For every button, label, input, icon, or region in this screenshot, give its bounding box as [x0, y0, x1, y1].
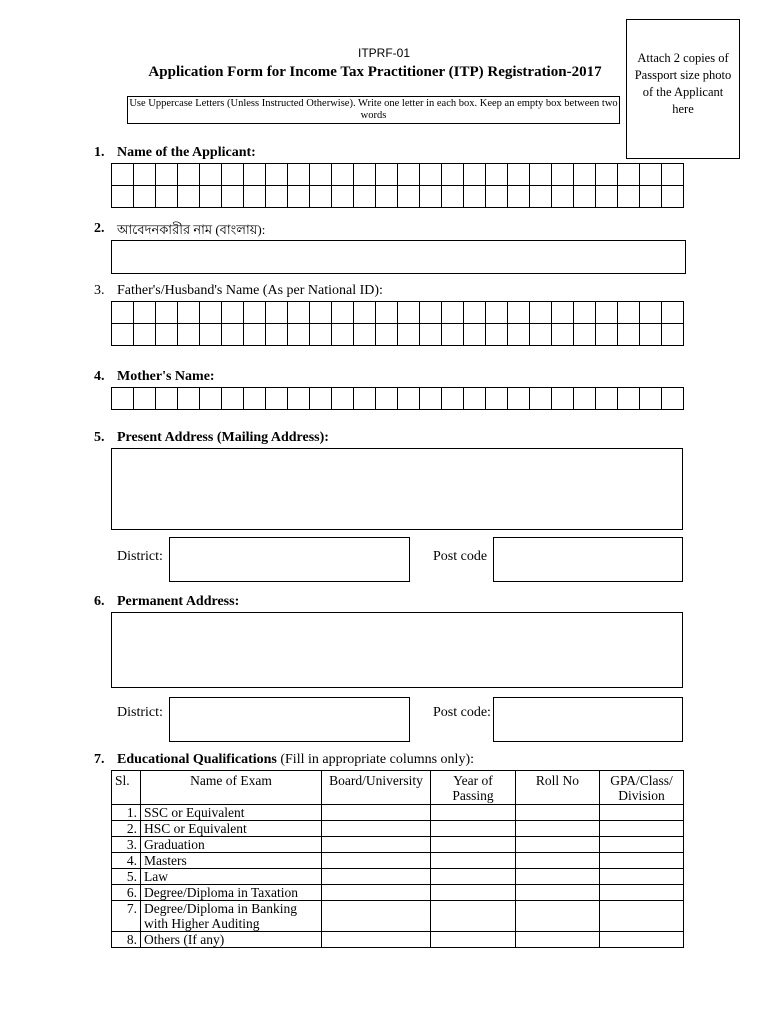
- letter-box[interactable]: [486, 388, 508, 410]
- letter-box[interactable]: [640, 186, 662, 208]
- gpa-cell[interactable]: [600, 901, 684, 932]
- letter-box[interactable]: [420, 324, 442, 346]
- letter-box[interactable]: [222, 388, 244, 410]
- year-cell[interactable]: [431, 805, 516, 821]
- letter-box[interactable]: [530, 324, 552, 346]
- letter-box[interactable]: [134, 164, 156, 186]
- field-5-number: 5.: [94, 430, 105, 445]
- letter-box[interactable]: [618, 186, 640, 208]
- letter-box[interactable]: [354, 302, 376, 324]
- letter-box[interactable]: [310, 388, 332, 410]
- roll-cell[interactable]: [516, 837, 600, 853]
- education-table: [111, 770, 684, 948]
- permanent-district-label: District:: [117, 705, 163, 720]
- gpa-cell[interactable]: [600, 932, 684, 948]
- letter-box[interactable]: [530, 186, 552, 208]
- letter-box[interactable]: [662, 324, 684, 346]
- letter-box[interactable]: [112, 302, 134, 324]
- letter-box[interactable]: [266, 302, 288, 324]
- letter-box[interactable]: [552, 186, 574, 208]
- present-postcode-field[interactable]: [493, 537, 683, 582]
- field-3-number: 3.: [94, 283, 105, 298]
- permanent-postcode-label: Post code:: [433, 705, 491, 720]
- letter-box[interactable]: [508, 324, 530, 346]
- letter-box[interactable]: [508, 164, 530, 186]
- field-3-label: Father's/Husband's Name (As per National ID):: [117, 283, 383, 298]
- field-2-label: আবেদনকারীর নাম (বাংলায়):: [117, 222, 266, 237]
- letter-box[interactable]: [508, 302, 530, 324]
- board-cell[interactable]: [322, 805, 431, 821]
- letter-box[interactable]: [178, 186, 200, 208]
- gpa-cell[interactable]: [600, 821, 684, 837]
- permanent-postcode-field[interactable]: [493, 697, 683, 742]
- letter-box[interactable]: [464, 186, 486, 208]
- letter-box[interactable]: [508, 186, 530, 208]
- education-row: [112, 932, 684, 948]
- roll-cell[interactable]: [516, 821, 600, 837]
- roll-cell[interactable]: [516, 869, 600, 885]
- gpa-cell[interactable]: [600, 885, 684, 901]
- row-sl: 7.: [112, 901, 141, 932]
- letter-box[interactable]: [530, 164, 552, 186]
- year-cell[interactable]: [431, 837, 516, 853]
- field-5-label: Present Address (Mailing Address):: [117, 430, 329, 445]
- col-roll-header: Roll No: [516, 771, 600, 805]
- letter-box[interactable]: [156, 186, 178, 208]
- year-cell[interactable]: [431, 901, 516, 932]
- letter-box[interactable]: [464, 388, 486, 410]
- row-exam-name: Degree/Diploma in Taxation: [141, 885, 322, 901]
- col-board-header: Board/University: [322, 771, 431, 805]
- field-1-number: 1.: [94, 145, 105, 160]
- col-year-header: Year of Passing: [431, 771, 516, 805]
- letter-box[interactable]: [244, 302, 266, 324]
- letter-box[interactable]: [178, 388, 200, 410]
- roll-cell[interactable]: [516, 853, 600, 869]
- letter-box[interactable]: [574, 324, 596, 346]
- row-exam-name: HSC or Equivalent: [141, 821, 322, 837]
- present-address-field[interactable]: [111, 448, 683, 530]
- year-cell[interactable]: [431, 821, 516, 837]
- board-cell[interactable]: [322, 932, 431, 948]
- letter-box[interactable]: [156, 388, 178, 410]
- letter-box[interactable]: [618, 388, 640, 410]
- letter-box[interactable]: [354, 186, 376, 208]
- letter-box[interactable]: [398, 164, 420, 186]
- roll-cell[interactable]: [516, 805, 600, 821]
- letter-box[interactable]: [200, 388, 222, 410]
- letter-box[interactable]: [442, 186, 464, 208]
- letter-box[interactable]: [134, 324, 156, 346]
- letter-box[interactable]: [244, 186, 266, 208]
- gpa-cell[interactable]: [600, 869, 684, 885]
- letter-box[interactable]: [640, 302, 662, 324]
- letter-box[interactable]: [508, 388, 530, 410]
- letter-box[interactable]: [288, 302, 310, 324]
- col-sl-header: Sl.: [112, 771, 141, 805]
- letter-box[interactable]: [398, 388, 420, 410]
- row-exam-name: Law: [141, 869, 322, 885]
- letter-box[interactable]: [398, 302, 420, 324]
- letter-box[interactable]: [662, 186, 684, 208]
- letter-box[interactable]: [112, 324, 134, 346]
- year-cell[interactable]: [431, 869, 516, 885]
- form-code: ITPRF-01: [357, 46, 410, 60]
- letter-box[interactable]: [354, 388, 376, 410]
- letter-box[interactable]: [310, 324, 332, 346]
- letter-box[interactable]: [332, 164, 354, 186]
- letter-box[interactable]: [596, 302, 618, 324]
- letter-box[interactable]: [662, 302, 684, 324]
- mother-name-grid[interactable]: [111, 387, 684, 410]
- row-sl: 3.: [112, 837, 141, 853]
- field-4-number: 4.: [94, 369, 105, 384]
- letter-box[interactable]: [464, 302, 486, 324]
- letter-box[interactable]: [662, 388, 684, 410]
- col-exam-header: Name of Exam: [141, 771, 322, 805]
- letter-box[interactable]: [640, 324, 662, 346]
- letter-box[interactable]: [398, 186, 420, 208]
- letter-box[interactable]: [200, 324, 222, 346]
- letter-box[interactable]: [552, 388, 574, 410]
- board-cell[interactable]: [322, 837, 431, 853]
- roll-cell[interactable]: [516, 885, 600, 901]
- board-cell[interactable]: [322, 885, 431, 901]
- board-cell[interactable]: [322, 869, 431, 885]
- bangla-name-field[interactable]: [111, 240, 686, 274]
- row-sl: 4.: [112, 853, 141, 869]
- gpa-cell[interactable]: [600, 837, 684, 853]
- letter-box[interactable]: [574, 164, 596, 186]
- gpa-cell[interactable]: [600, 805, 684, 821]
- field-6-number: 6.: [94, 594, 105, 609]
- row-exam-name: Graduation: [141, 837, 322, 853]
- education-row: [112, 821, 684, 837]
- letter-box[interactable]: [640, 164, 662, 186]
- board-cell[interactable]: [322, 853, 431, 869]
- instructions-box: Use Uppercase Letters (Unless Instructed Otherwise). Write one letter in each box. Keep an empty box between two words: [127, 96, 620, 124]
- field-7-heading: [117, 752, 474, 768]
- year-cell[interactable]: [431, 932, 516, 948]
- row-sl: 8.: [112, 932, 141, 948]
- letter-box[interactable]: [552, 324, 574, 346]
- letter-box[interactable]: [112, 186, 134, 208]
- letter-box[interactable]: [310, 302, 332, 324]
- letter-box[interactable]: [486, 302, 508, 324]
- letter-box[interactable]: [376, 302, 398, 324]
- letter-box[interactable]: [178, 164, 200, 186]
- field-6-label: Permanent Address:: [117, 594, 240, 609]
- letter-box[interactable]: [618, 164, 640, 186]
- letter-box[interactable]: [134, 186, 156, 208]
- letter-box[interactable]: [574, 186, 596, 208]
- letter-box[interactable]: [574, 302, 596, 324]
- letter-box[interactable]: [244, 324, 266, 346]
- letter-box[interactable]: [266, 388, 288, 410]
- letter-box[interactable]: [244, 388, 266, 410]
- letter-box[interactable]: [156, 302, 178, 324]
- row-exam-name: Others (If any): [141, 932, 322, 948]
- letter-box[interactable]: [354, 164, 376, 186]
- letter-box[interactable]: [420, 164, 442, 186]
- letter-box[interactable]: [530, 302, 552, 324]
- present-district-label: District:: [117, 549, 163, 564]
- permanent-address-field[interactable]: [111, 612, 683, 688]
- letter-box[interactable]: [618, 324, 640, 346]
- letter-box[interactable]: [420, 302, 442, 324]
- letter-box[interactable]: [200, 186, 222, 208]
- letter-box[interactable]: [596, 324, 618, 346]
- education-row: [112, 885, 684, 901]
- letter-box[interactable]: [222, 164, 244, 186]
- row-sl: 6.: [112, 885, 141, 901]
- letter-box[interactable]: [486, 164, 508, 186]
- letter-box[interactable]: [530, 388, 552, 410]
- field-1-label: Name of the Applicant:: [117, 145, 256, 160]
- letter-box[interactable]: [574, 388, 596, 410]
- field-7-note: (Fill in appropriate columns only):: [280, 752, 474, 767]
- letter-box[interactable]: [288, 164, 310, 186]
- letter-box[interactable]: [288, 186, 310, 208]
- field-7-number: 7.: [94, 752, 105, 767]
- education-row: [112, 901, 684, 932]
- field-4-label: Mother's Name:: [117, 369, 215, 384]
- letter-box[interactable]: [596, 164, 618, 186]
- gpa-cell[interactable]: [600, 853, 684, 869]
- letter-box[interactable]: [398, 324, 420, 346]
- letter-box[interactable]: [112, 388, 134, 410]
- applicant-name-grid[interactable]: [111, 163, 684, 208]
- letter-box[interactable]: [266, 324, 288, 346]
- field-7-label: Educational Qualifications: [117, 752, 277, 767]
- father-name-grid[interactable]: [111, 301, 684, 346]
- present-postcode-label: Post code: [433, 549, 488, 564]
- letter-box[interactable]: [596, 388, 618, 410]
- letter-box[interactable]: [486, 186, 508, 208]
- row-exam-name: Masters: [141, 853, 322, 869]
- letter-box[interactable]: [222, 186, 244, 208]
- photo-box[interactable]: Attach 2 copies of Passport size photo of the Applicant here: [626, 19, 740, 159]
- letter-box[interactable]: [354, 324, 376, 346]
- letter-box[interactable]: [310, 186, 332, 208]
- col-gpa-header: GPA/Class/ Division: [600, 771, 684, 805]
- letter-box[interactable]: [200, 164, 222, 186]
- row-sl: 1.: [112, 805, 141, 821]
- letter-box[interactable]: [552, 302, 574, 324]
- letter-box[interactable]: [552, 164, 574, 186]
- board-cell[interactable]: [322, 901, 431, 932]
- education-row: [112, 869, 684, 885]
- row-exam-name: Degree/Diploma in Banking with Higher Auditing: [141, 901, 322, 932]
- letter-box[interactable]: [332, 186, 354, 208]
- letter-box[interactable]: [178, 302, 200, 324]
- letter-box[interactable]: [376, 164, 398, 186]
- letter-box[interactable]: [596, 186, 618, 208]
- letter-box[interactable]: [156, 324, 178, 346]
- letter-box[interactable]: [244, 164, 266, 186]
- roll-cell[interactable]: [516, 932, 600, 948]
- roll-cell[interactable]: [516, 901, 600, 932]
- letter-box[interactable]: [134, 302, 156, 324]
- letter-box[interactable]: [376, 324, 398, 346]
- letter-box[interactable]: [178, 324, 200, 346]
- form-title: Application Form for Income Tax Practitioner (ITP) Registration-2017: [148, 64, 602, 80]
- education-row: [112, 837, 684, 853]
- present-district-field[interactable]: [169, 537, 410, 582]
- letter-box[interactable]: [332, 302, 354, 324]
- row-exam-name: SSC or Equivalent: [141, 805, 322, 821]
- letter-box[interactable]: [288, 388, 310, 410]
- letter-box[interactable]: [640, 388, 662, 410]
- letter-box[interactable]: [112, 164, 134, 186]
- letter-box[interactable]: [288, 324, 310, 346]
- board-cell[interactable]: [322, 821, 431, 837]
- letter-box[interactable]: [376, 186, 398, 208]
- letter-box[interactable]: [222, 302, 244, 324]
- letter-box[interactable]: [442, 164, 464, 186]
- letter-box[interactable]: [266, 164, 288, 186]
- letter-box[interactable]: [420, 186, 442, 208]
- permanent-district-field[interactable]: [169, 697, 410, 742]
- field-2-number: 2.: [94, 221, 105, 236]
- row-sl: 2.: [112, 821, 141, 837]
- letter-box[interactable]: [442, 388, 464, 410]
- education-header-row: [112, 771, 684, 805]
- education-row: [112, 805, 684, 821]
- letter-box[interactable]: [134, 388, 156, 410]
- letter-box[interactable]: [442, 302, 464, 324]
- education-row: [112, 853, 684, 869]
- letter-box[interactable]: [662, 164, 684, 186]
- letter-box[interactable]: [442, 324, 464, 346]
- year-cell[interactable]: [431, 853, 516, 869]
- letter-box[interactable]: [310, 164, 332, 186]
- letter-box[interactable]: [156, 164, 178, 186]
- letter-box[interactable]: [332, 388, 354, 410]
- letter-box[interactable]: [420, 388, 442, 410]
- letter-box[interactable]: [486, 324, 508, 346]
- letter-box[interactable]: [464, 324, 486, 346]
- letter-box[interactable]: [376, 388, 398, 410]
- letter-box[interactable]: [464, 164, 486, 186]
- year-cell[interactable]: [431, 885, 516, 901]
- letter-box[interactable]: [618, 302, 640, 324]
- row-sl: 5.: [112, 869, 141, 885]
- letter-box[interactable]: [222, 324, 244, 346]
- letter-box[interactable]: [332, 324, 354, 346]
- letter-box[interactable]: [266, 186, 288, 208]
- letter-box[interactable]: [200, 302, 222, 324]
